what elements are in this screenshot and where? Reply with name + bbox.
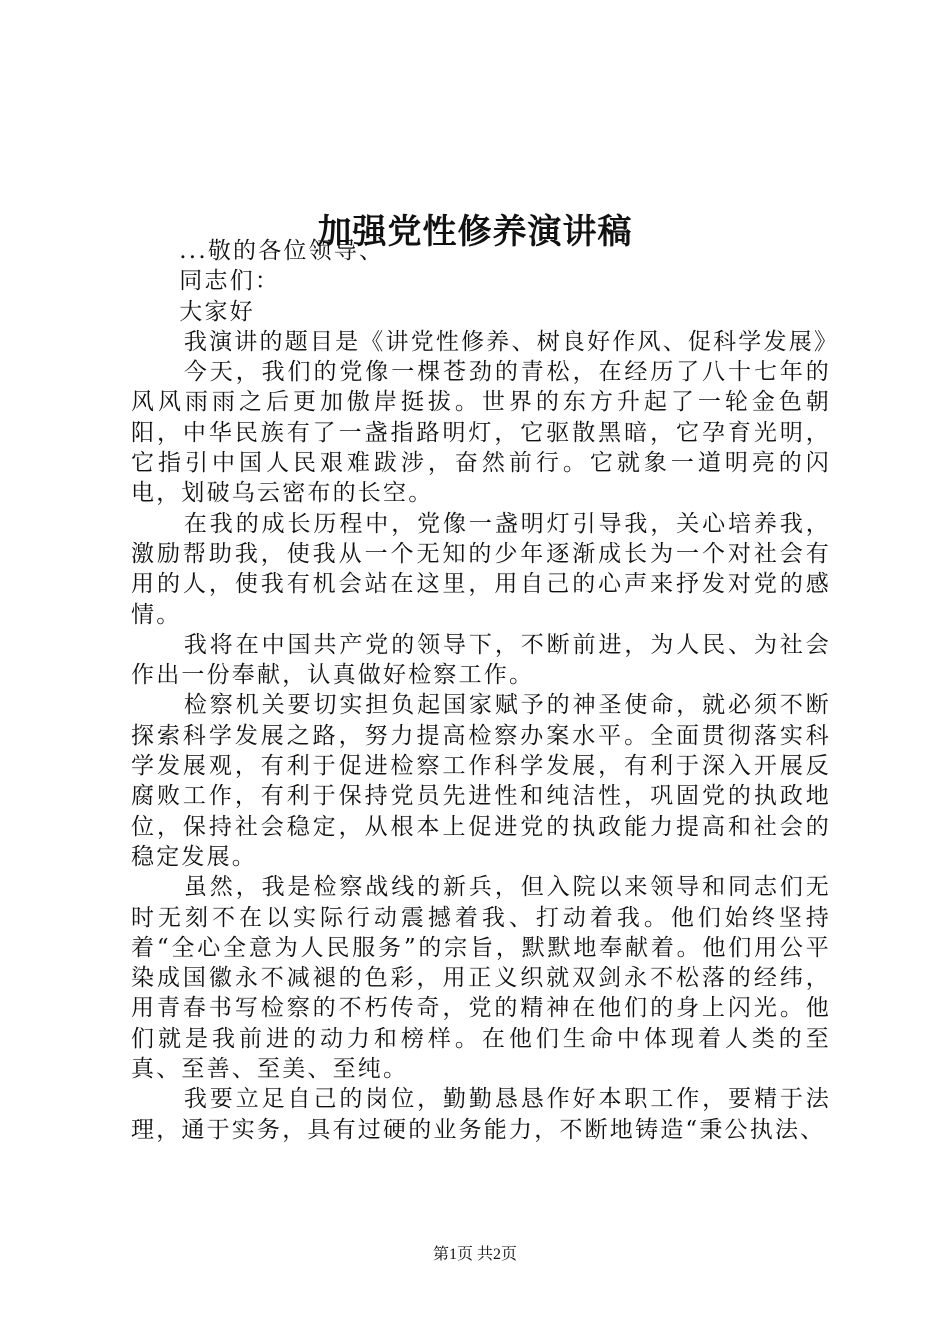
body-paragraph: 在我的成长历程中，党像一盏明灯引导我，关心培养我，激励帮助我，使我从一个无知的少年逐渐成长为一个对社会有用的人，使我有机会站在这里，用自己的心声来抒发对党的感情。	[131, 510, 831, 628]
body-paragraph: 今天，我们的党像一棵苍劲的青松，在经历了八十七年的风风雨雨之后更加傲岸挺拔。世界的东方升起了一轮金色朝阳，中华民族有了一盏指路明灯，它驱散黑暗，它孕育光明，它指引中国人民艰难跋涉，奋然前行。它就象一道明亮的闪电，划破乌云密布的长空。	[131, 359, 831, 507]
document-title: 加强党性修养演讲稿	[317, 211, 633, 252]
salutation-line: ...敬的各位领导、	[179, 238, 385, 264]
greeting-line: 大家好	[179, 298, 255, 325]
body-paragraph: 虽然，我是检察战线的新兵，但入院以来领导和同志们无时无刻不在以实际行动震撼着我、打动着我。他们始终坚持着“全心全意为人民服务”的宗旨，默默地奉献着。他们用公平染成国徽永不减褪的色彩，用正义织就双剑永不松落的经纬，用青春书写检察的不朽传奇，党的精神在他们的身上闪光。他们就是我前进的动力和榜样。在他们生命中体现着人类的至真、至善、至美、至纯。	[131, 874, 831, 1083]
speech-topic-paragraph: 我演讲的题目是《讲党性修养、树良好作风、促科学发展》	[183, 328, 840, 355]
body-paragraph: 我将在中国共产党的领导下，不断前进，为人民、为社会作出一份奉献，认真做好检察工作。	[131, 631, 831, 689]
salutation-line: 同志们：	[179, 268, 281, 295]
page-number-footer: 第1页 共2页	[432, 1246, 517, 1263]
body-paragraph: 我要立足自己的岗位，勤勤恳恳作好本职工作，要精于法理，通于实务，具有过硬的业务能力，不断地铸造“秉公执法、	[131, 1086, 831, 1143]
document-body	[131, 236, 840, 1145]
body-paragraph: 检察机关要切实担负起国家赋予的神圣使命，就必须不断探索科学发展之路，努力提高检察办案水平。全面贯彻落实科学发展观，有利于促进检察工作科学发展，有利于深入开展反腐败工作，有利于保持党员先进性和纯洁性，巩固党的执政地位，保持社会稳定，从根本上促进党的执政能力提高和社会的稳定发展。	[131, 692, 831, 870]
